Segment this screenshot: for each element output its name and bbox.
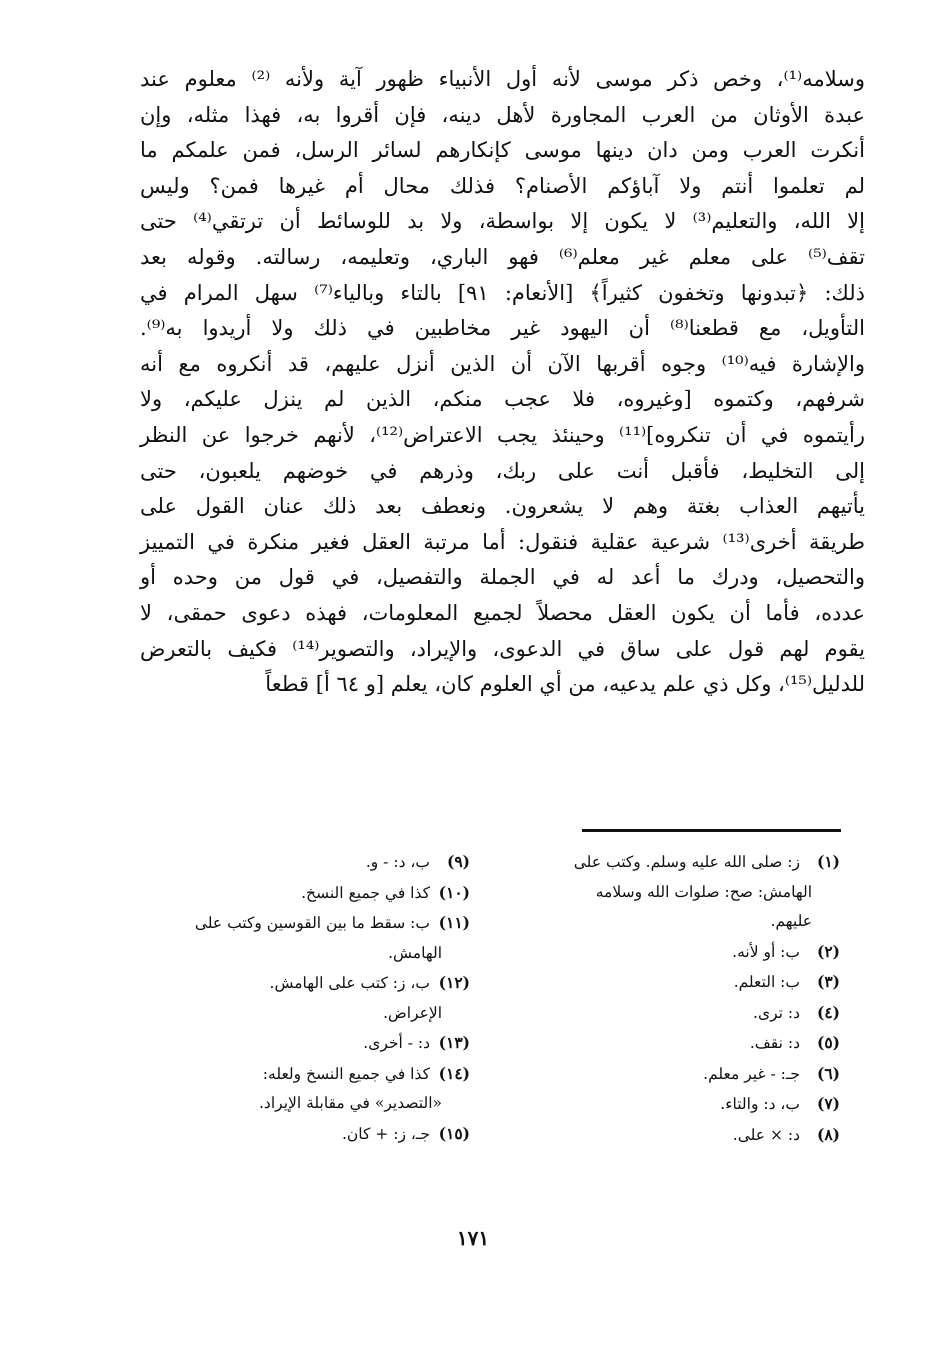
footnote-number: (١٤): [438, 1063, 470, 1083]
footnote-number: (١٠): [438, 882, 470, 902]
footnote-text: د: × على.: [732, 1125, 800, 1144]
footnote-number: (٣): [816, 972, 840, 991]
footnote: [520, 1120, 840, 1151]
footnote-continuation: عليهم.: [770, 912, 812, 930]
footnote: [150, 878, 470, 909]
footnote-text: ب، ز: كتب على الهامش.: [269, 974, 430, 992]
footnote: [520, 847, 840, 878]
text-line: وسلامه⁽¹⁾، وخص ذكر موسى لأنه أول الأنبياء ظهور آية ولأنه ⁽²⁾ معلوم عند: [140, 67, 865, 91]
footnote-number: (٦): [816, 1063, 840, 1083]
text-line: إلا الله، والتعليم⁽³⁾ لا يكون إلا بواسطة، ولا بد للوسائط أن ترتقي⁽⁴⁾ حتى: [140, 209, 865, 234]
text-line: والإشارة فيه⁽¹⁰⁾ وجوه أقربها الآن أن الذين أنزل عليهم، قد أنكروه مع أنه: [140, 351, 865, 376]
footnote: [520, 1059, 840, 1090]
footnote-number: (٨): [816, 1124, 840, 1144]
footnote-text: ب، د: - و.: [365, 853, 430, 871]
footnote-continuation: الإعراض.: [383, 1003, 442, 1022]
text-line: شرفهم، وكتموه [وغيروه، فلا عجب منكم، الذين لم ينزل عليكم، ولا: [140, 387, 865, 412]
footnote-text: كذا في جميع النسخ ولعله:: [262, 1064, 430, 1083]
footnote-number: (١٥): [438, 1123, 470, 1143]
footnote-separator-rule: [582, 829, 841, 832]
footnote: [520, 998, 840, 1029]
footnote-number: (٥): [816, 1033, 840, 1052]
footnote-text: ز: صلى الله عليه وسلم. وكتب على: [573, 853, 800, 871]
footnote: [520, 1028, 840, 1059]
text-line: والتحصيل، ودرك ما أعد له في الجملة والتفصيل، في قول من وحده أو: [140, 565, 865, 590]
footnote-text: ب: التعلم.: [733, 973, 800, 991]
text-line: إلى التخليط، فأقبل أنت على ربك، وذرهم في خوضهم يلعبون، حتى: [140, 458, 865, 483]
footnote: [150, 1119, 470, 1150]
text-line: رأيتموه في أن تنكروه]⁽¹¹⁾ وحينئذ يجب الاعتراض⁽¹²⁾، لأنهم خرجوا عن النظر: [140, 422, 865, 447]
footnote-number: (٤): [816, 1002, 840, 1022]
footnote: [150, 968, 470, 999]
footnote: [520, 937, 840, 968]
footnote-text: د: نقف.: [749, 1034, 800, 1052]
text-line: عبدة الأوثان من العرب المجاورة لأهل دينه، فإن أقروا به، فهذا مثله، وإن: [140, 102, 865, 127]
text-line: التأويل، مع قطعنا⁽⁸⁾ أن اليهود غير مخاطبين في ذلك ولا أريدوا به⁽⁹⁾.: [140, 316, 865, 341]
footnote-text: ب: سقط ما بين القوسين وكتب على: [194, 914, 430, 932]
footnote-text: جـ، ز: + كان.: [341, 1124, 430, 1143]
footnote: [520, 967, 840, 998]
text-line: ذلك: ﴿تبدونها وتخفون كثيراً﴾ [الأنعام: ٩١] بالتاء وبالياء⁽⁷⁾ سهل المرام في: [140, 280, 865, 305]
main-text-block: [140, 62, 865, 703]
footnote-text: ب، د: والتاء.: [720, 1095, 800, 1113]
footnote-number: (٢): [816, 941, 840, 961]
footnote-number: (١): [816, 852, 840, 871]
footnote: [150, 1028, 470, 1059]
footnote: [150, 1059, 470, 1090]
text-line: تقف⁽⁵⁾ على معلم غير معلم⁽⁶⁾ فهو الباري، وتعليمه، رسالته. وقوله بعد: [140, 244, 865, 269]
footnote-text: د: ترى.: [753, 1003, 800, 1022]
footnote-continuation: «التصدير» في مقابلة الإيراد.: [259, 1094, 442, 1112]
text-line: لم تعلموا أنتم ولا آباؤكم الأصنام؟ فذلك محال أم غيرها فمن؟ وليس: [140, 173, 865, 198]
page-number: ١٧١: [456, 1226, 490, 1250]
footnote-text: كذا في جميع النسخ.: [301, 883, 430, 902]
footnote-text: جـ: - غير معلم.: [703, 1064, 800, 1083]
footnote: [150, 908, 470, 939]
footnote: [520, 1089, 840, 1120]
footnote-number: (٧): [816, 1094, 840, 1113]
text-line: للدليل⁽¹⁵⁾، وكل ذي علم يدعيه، من أي العلوم كان، يعلم [و ٦٤ أ] قطعاً: [265, 672, 865, 697]
footnote-text: ب: أو لأنه.: [732, 942, 800, 961]
footnote: [150, 847, 470, 878]
footnote-text: د: - أخرى.: [363, 1034, 430, 1052]
text-line: يأتيهم العذاب بغتة وهم لا يشعرون. ونعطف بعد ذلك عنان القول على: [140, 494, 865, 519]
text-line: يقوم لهم قول على ساق في الدعوى، والإيراد، والتصوير⁽¹⁴⁾ فكيف بالتعرض: [140, 636, 865, 661]
footnote-number: (١٣): [438, 1033, 470, 1052]
text-line: عدده، فأما أن يكون العقل محصلاً لجميع المعلومات، فهذه دعوى حمقى، لا: [140, 600, 865, 625]
footnote-number: (١١): [438, 913, 470, 932]
text-line: طريقة أخرى⁽¹³⁾ شرعية عقلية فنقول: أما مرتبة العقل فغير منكرة في التمييز: [140, 529, 865, 554]
footnote-continuation: الهامش.: [388, 943, 442, 962]
footnote-number: (٩): [446, 852, 470, 871]
footnotes-right-column: [520, 847, 840, 1150]
text-line: أنكرت العرب ومن دان دينها موسى كإنكارهم لسائر الرسل، فمن علمكم ما: [140, 138, 865, 163]
footnote-number: (١٢): [438, 973, 470, 992]
footnotes-left-column: [150, 847, 470, 1149]
footnote-continuation: الهامش: صح: صلوات الله وسلامه: [595, 882, 812, 901]
